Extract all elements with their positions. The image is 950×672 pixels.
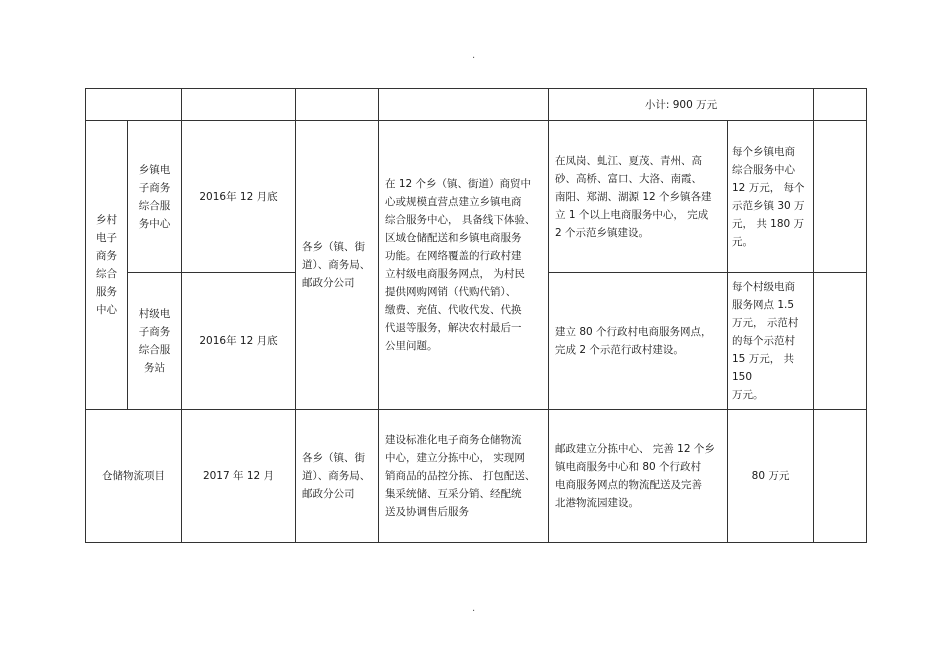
content-warehouse: 建设标准化电子商务仓储物流 中心，建立分拣中心， 实现网 销商品的品控分拣、 打包配送、 集采统储、互采分销、经配统 送及协调售后服务 [379,410,549,543]
blank-cell [814,410,867,543]
category-rural-center: 乡村 电子 商务 综合 服务 中心 [86,121,128,410]
blank-cell [86,89,182,121]
blank-cell [814,121,867,273]
time-village: 2016年 12 月底 [182,273,296,410]
goal-township: 在凤岗、虬江、夏茂、青州、高 砂、高桥、富口、大洛、南霞、 南阳、郑湖、湖源 12 个乡镇各建 立 1 个以上电商服务中心， 完成 2 个示范乡镇建设。 [549,121,728,273]
funding-township: 每个乡镇电商 综合服务中心 12 万元， 每个 示范乡镇 30 万 元， 共 180 万 元。 [728,121,814,273]
goal-village: 建立 80 个行政村电商服务网点， 完成 2 个示范行政村建设。 [549,273,728,410]
subtotal-row [86,89,867,121]
project-warehouse: 仓储物流项目 [86,410,182,543]
township-row [86,121,867,273]
page-mark-top: . [472,50,476,61]
implementer-warehouse: 各乡（镇、街 道）、商务局、 邮政分公司 [296,410,379,543]
implementer-rural: 各乡（镇、街 道）、商务局、 邮政分公司 [296,121,379,410]
subtotal-cell: 小计: 900 万元 [549,89,814,121]
blank-cell [296,89,379,121]
warehouse-row [86,410,867,543]
page-mark-bottom: . [472,603,476,614]
subproject-township: 乡镇电 子商务 综合服 务中心 [128,121,182,273]
content-rural: 在 12 个乡（镇、街道）商贸中 心或规模直营点建立乡镇电商 综合服务中心， 具备线下体验、 区域仓储配送和乡镇电商服务 功能。在网络覆盖的行政村建 立村级电商服务网点， 为村民 提供网购网销（代购代销）、 缴费、充值、代收代发、代换 代退等服务，解决农村最后一 公里问题。 [379,121,549,410]
blank-cell [814,89,867,121]
funding-village: 每个村级电商 服务网点 1.5 万元， 示范村 的每个示范村 15 万元， 共 150 万元。 [728,273,814,410]
goal-warehouse: 邮政建立分拣中心、 完善 12 个乡 镇电商服务中心和 80 个行政村 电商服务网点的物流配送及完善 北港物流园建设。 [549,410,728,543]
time-township: 2016年 12 月底 [182,121,296,273]
blank-cell [814,273,867,410]
time-warehouse: 2017 年 12 月 [182,410,296,543]
blank-cell [182,89,296,121]
funding-warehouse: 80 万元 [728,410,814,543]
project-table [85,88,867,543]
blank-cell [379,89,549,121]
subproject-village: 村级电 子商务 综合服 务站 [128,273,182,410]
